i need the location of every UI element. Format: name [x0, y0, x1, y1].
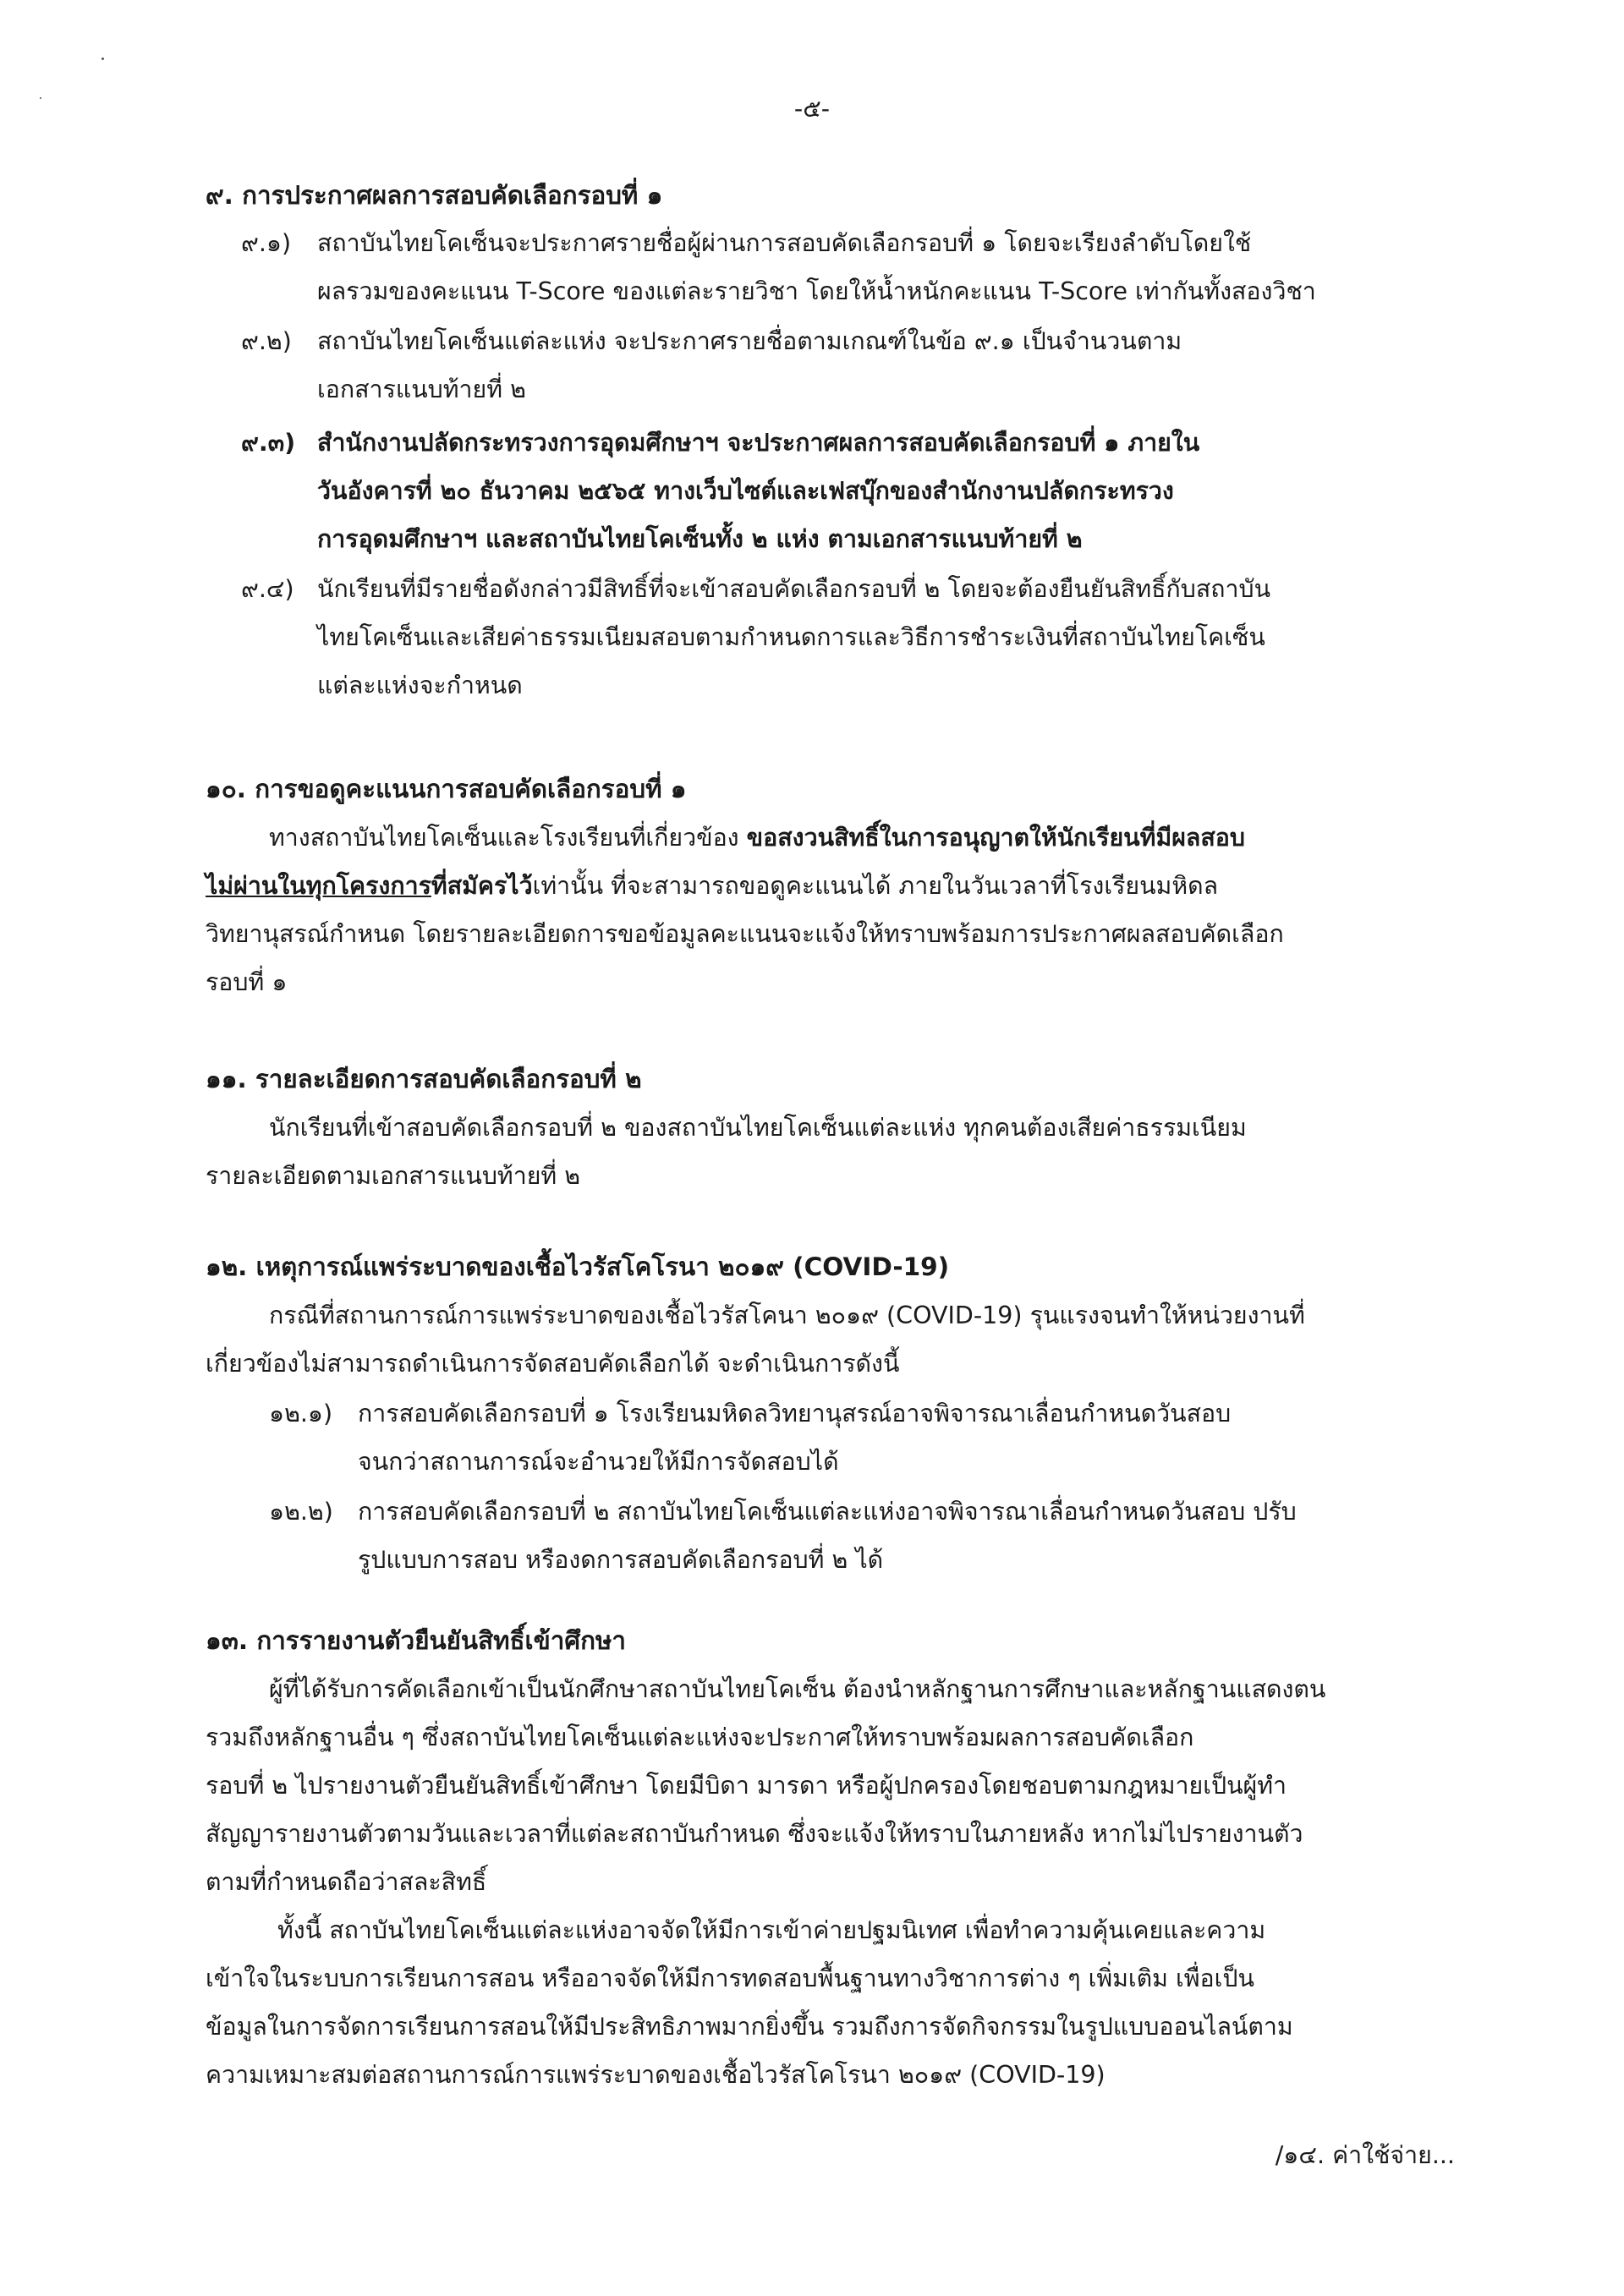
item-line: การสอบคัดเลือกรอบที่ ๑ โรงเรียนมหิดลวิทยานุสรณ์อาจพิจารณาเลื่อนกำหนดวันสอบ — [358, 1400, 1232, 1427]
section-11-line-2: รายละเอียดตามเอกสารแนบท้ายที่ ๒ — [206, 1162, 581, 1190]
item-label: ๙.๔) — [241, 575, 294, 603]
item-line: จนกว่าสถานการณ์จะอำนวยให้มีการจัดสอบได้ — [358, 1448, 839, 1476]
paragraph-line: สัญญารายงานตัวตามวันและเวลาที่แต่ละสถาบันกำหนด ซึ่งจะแจ้งให้ทราบในภายหลัง หากไม่ไปรายงานตัว — [206, 1820, 1303, 1848]
section-10-heading: ๑๐. การขอดูคะแนนการสอบคัดเลือกรอบที่ ๑ — [206, 775, 687, 803]
item-label: ๑๒.๒) — [269, 1498, 333, 1526]
section-10-line-1 — [269, 814, 1624, 862]
page-number: -๕- — [793, 95, 831, 123]
scan-speck — [102, 58, 104, 60]
text-run: เท่านั้น ที่จะสามารถขอดูคะแนนได้ ภายในวันเวลาที่โรงเรียนมหิดล — [532, 872, 1219, 900]
section-9-heading: ๙. การประกาศผลการสอบคัดเลือกรอบที่ ๑ — [206, 181, 663, 210]
paragraph-line: ตามที่กำหนดถือว่าสละสิทธิ์ — [206, 1868, 487, 1896]
item-line: ผลรวมของคะแนน T-Score ของแต่ละรายวิชา โดยให้น้ำหนักคะแนน T-Score เท่ากันทั้งสองวิชา — [317, 277, 1316, 305]
item-line: สถาบันไทยโคเซ็นจะประกาศรายชื่อผู้ผ่านการสอบคัดเลือกรอบที่ ๑ โดยจะเรียงลำดับโดยใช้ — [317, 229, 1252, 257]
paragraph-line: รอบที่ ๒ ไปรายงานตัวยืนยันสิทธิ์เข้าศึกษา โดยมีบิดา มารดา หรือผู้ปกครองโดยชอบตามกฎหมายเป็นผู้ทำ — [206, 1772, 1287, 1800]
paragraph-line: ข้อมูลในการจัดการเรียนการสอนให้มีประสิทธิภาพมากยิ่งขึ้น รวมถึงการจัดกิจกรรมในรูปแบบออนไลน์ตาม — [206, 2013, 1293, 2041]
section-12-line-1: กรณีที่สถานการณ์การแพร่ระบาดของเชื้อไวรัสโคนา ๒๐๑๙ (COVID-19) รุนแรงจนทำให้หน่วยงานที่ — [269, 1301, 1305, 1329]
item-line: นักเรียนที่มีรายชื่อดังกล่าวมีสิทธิ์ที่จะเข้าสอบคัดเลือกรอบที่ ๒ โดยจะต้องยืนยันสิทธิ์กับสถาบัน — [317, 575, 1271, 603]
paragraph-line: ผู้ที่ได้รับการคัดเลือกเข้าเป็นนักศึกษาสถาบันไทยโคเซ็น ต้องนำหลักฐานการศึกษาและหลักฐานแสดงตน — [269, 1675, 1326, 1703]
item-line: การสอบคัดเลือกรอบที่ ๒ สถาบันไทยโคเซ็นแต่ละแห่งอาจพิจารณาเลื่อนกำหนดวันสอบ ปรับ — [358, 1498, 1297, 1526]
section-12-heading: ๑๒. เหตุการณ์แพร่ระบาดของเชื้อไวรัสโคโรนา ๒๐๑๙ (COVID-19) — [206, 1252, 950, 1281]
section-13-heading: ๑๓. การรายงานตัวยืนยันสิทธิ์เข้าศึกษา — [206, 1626, 626, 1655]
paragraph-line: ความเหมาะสมต่อสถานการณ์การแพร่ระบาดของเชื้อไวรัสโคโรนา ๒๐๑๙ (COVID-19) — [206, 2061, 1106, 2089]
item-label: ๙.๒) — [241, 327, 292, 355]
item-label: ๙.๑) — [241, 229, 292, 257]
item-line: สถาบันไทยโคเซ็นแต่ละแห่ง จะประกาศรายชื่อตามเกณฑ์ในข้อ ๙.๑ เป็นจำนวนตาม — [317, 327, 1182, 355]
item-line: ไทยโคเซ็นและเสียค่าธรรมเนียมสอบตามกำหนดการและวิธีการชำระเงินที่สถาบันไทยโคเซ็น — [317, 623, 1265, 651]
item-label: ๑๒.๑) — [269, 1400, 333, 1427]
section-11-heading: ๑๑. รายละเอียดการสอบคัดเลือกรอบที่ ๒ — [206, 1065, 642, 1093]
section-10-line-3: วิทยานุสรณ์กำหนด โดยรายละเอียดการขอข้อมูลคะแนนจะแจ้งให้ทราบพร้อมการประกาศผลสอบคัดเลือก — [206, 920, 1284, 948]
section-11-line-1: นักเรียนที่เข้าสอบคัดเลือกรอบที่ ๒ ของสถาบันไทยโคเซ็นแต่ละแห่ง ทุกคนต้องเสียค่าธรรมเนียม — [269, 1114, 1247, 1142]
item-label: ๙.๓) — [241, 429, 296, 457]
continuation-footer: /๑๔. ค่าใช้จ่าย... — [1275, 2141, 1455, 2169]
section-10-line-4: รอบที่ ๑ — [206, 968, 288, 996]
item-line: เอกสารแนบท้ายที่ ๒ — [317, 375, 526, 403]
paragraph-line: รวมถึงหลักฐานอื่น ๆ ซึ่งสถาบันไทยโคเซ็นแต่ละแห่งจะประกาศให้ทราบพร้อมผลการสอบคัดเลือก — [206, 1723, 1194, 1751]
item-line: รูปแบบการสอบ หรืองดการสอบคัดเลือกรอบที่ ๒ ได้ — [358, 1546, 884, 1574]
paragraph-line: เข้าใจในระบบการเรียนการสอน หรืออาจจัดให้มีการทดสอบพื้นฐานทางวิชาการต่าง ๆ เพิ่มเติม เพื่อเป็น — [206, 1964, 1254, 1992]
text-run: ทางสถาบันไทยโคเซ็นและโรงเรียนที่เกี่ยวข้อง — [269, 824, 747, 852]
item-line: วันอังคารที่ ๒๐ ธันวาคม ๒๕๖๕ ทางเว็บไซต์และเฟสบุ๊กของสำนักงานปลัดกระทรวง — [317, 477, 1174, 505]
item-line: การอุดมศึกษาฯ และสถาบันไทยโคเซ็นทั้ง ๒ แห่ง ตามเอกสารแนบท้ายที่ ๒ — [317, 525, 1083, 553]
emphasis-text: ที่สมัครไว้ — [431, 872, 533, 900]
section-10-line-2 — [206, 862, 1624, 910]
paragraph-line: ทั้งนี้ สถาบันไทยโคเซ็นแต่ละแห่งอาจจัดให้มีการเข้าค่ายปฐมนิเทศ เพื่อทำความคุ้นเคยและความ — [277, 1916, 1266, 1944]
emphasis-text: ขอสงวนสิทธิ์ในการอนุญาตให้นักเรียนที่มีผลสอบ — [746, 824, 1245, 852]
item-line: สำนักงานปลัดกระทรวงการอุดมศึกษาฯ จะประกาศผลการสอบคัดเลือกรอบที่ ๑ ภายใน — [317, 429, 1200, 457]
item-line: แต่ละแห่งจะกำหนด — [317, 671, 523, 699]
underlined-emphasis: ไม่ผ่านในทุกโครงการ — [206, 872, 431, 900]
section-12-line-2: เกี่ยวข้องไม่สามารถดำเนินการจัดสอบคัดเลือกได้ จะดำเนินการดังนี้ — [206, 1350, 900, 1378]
